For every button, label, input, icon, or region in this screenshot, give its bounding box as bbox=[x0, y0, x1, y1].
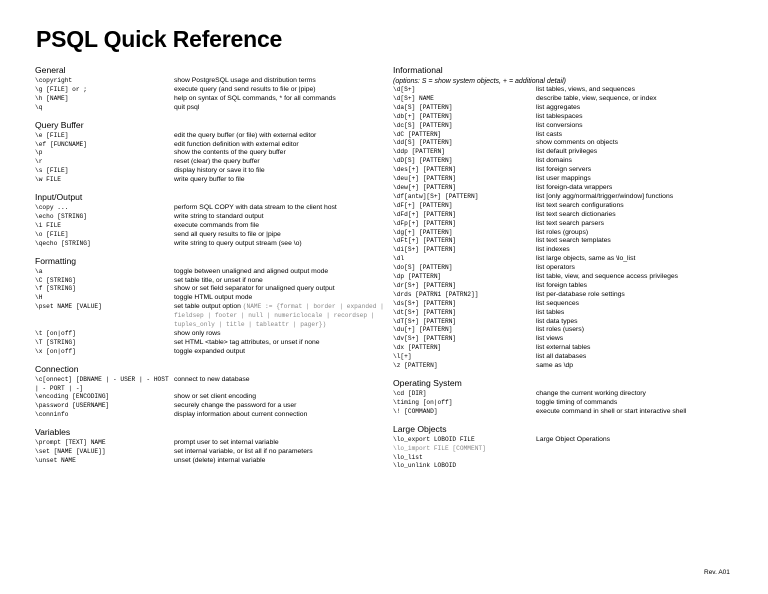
description-text: show or set client encoding bbox=[174, 393, 256, 401]
description-text: write string to standard output bbox=[174, 212, 264, 220]
command-syntax: \r bbox=[35, 158, 43, 166]
left-column bbox=[35, 65, 385, 466]
description-text: send all query results to file or |pipe bbox=[174, 230, 281, 238]
description-text: show PostgreSQL usage and distribution terms bbox=[174, 77, 316, 84]
description-text: list tablespaces bbox=[536, 112, 583, 120]
command-syntax: \! [COMMAND] bbox=[393, 407, 438, 415]
command-row bbox=[35, 339, 385, 348]
command-row bbox=[35, 439, 385, 448]
command-description bbox=[174, 213, 385, 222]
command-row bbox=[35, 268, 385, 277]
section-large-objects bbox=[393, 424, 758, 472]
command-description bbox=[174, 303, 385, 330]
section-note: (options: S = show system objects, + = additional detail) bbox=[393, 78, 566, 85]
command-description bbox=[536, 291, 758, 300]
command-syntax: \dt[S+] [PATTERN] bbox=[393, 308, 457, 316]
command-syntax: \w FILE bbox=[35, 176, 61, 184]
command-syntax: \h [NAME] bbox=[35, 94, 69, 102]
command-row bbox=[393, 318, 758, 327]
command-syntax: \drds [PATRN1 [PATRN2]] bbox=[393, 290, 479, 298]
command-description bbox=[536, 139, 758, 148]
description-text: list text search parsers bbox=[536, 219, 604, 227]
command-description bbox=[174, 457, 385, 466]
description-text: list data types bbox=[536, 317, 578, 325]
command-row bbox=[393, 237, 758, 246]
section-heading: General bbox=[35, 65, 66, 75]
description-text: list views bbox=[536, 335, 564, 343]
command-row bbox=[393, 122, 758, 131]
command-row bbox=[393, 184, 758, 193]
command-description bbox=[536, 462, 758, 471]
description-text: list user mappings bbox=[536, 175, 591, 183]
description-text: list foreign tables bbox=[536, 281, 588, 289]
command-row bbox=[393, 300, 758, 309]
description-text: write query buffer to file bbox=[174, 176, 245, 184]
command-syntax: \di[S+] [PATTERN] bbox=[393, 246, 457, 254]
command-row bbox=[393, 454, 758, 463]
command-syntax: \dFp[+] [PATTERN] bbox=[393, 219, 457, 227]
command-row bbox=[393, 436, 758, 445]
command-syntax: \t [on|off] bbox=[35, 329, 76, 337]
description-text: write string to query output stream (see \o) bbox=[174, 239, 302, 247]
description-text: set table title, or unset if none bbox=[174, 276, 263, 284]
command-row bbox=[35, 294, 385, 303]
command-description bbox=[536, 300, 758, 309]
command-description bbox=[536, 175, 758, 184]
command-syntax: \prompt [TEXT] NAME bbox=[35, 439, 106, 447]
command-syntax: \dT[S+] [PATTERN] bbox=[393, 317, 457, 325]
command-description bbox=[536, 122, 758, 131]
command-row bbox=[393, 264, 758, 273]
command-description bbox=[174, 376, 385, 394]
command-syntax: \dD[S] [PATTERN] bbox=[393, 157, 453, 165]
command-row bbox=[35, 348, 385, 357]
command-syntax: \T [STRING] bbox=[35, 338, 76, 346]
section-heading: Informational bbox=[393, 65, 443, 75]
section-heading: Connection bbox=[35, 363, 79, 374]
command-row bbox=[393, 86, 758, 95]
command-syntax: \dr[S+] [PATTERN] bbox=[393, 281, 457, 289]
description-text: execute query (and send results to file or |pipe) bbox=[174, 85, 316, 93]
command-description bbox=[174, 176, 385, 185]
command-syntax: \C [STRING] bbox=[35, 276, 76, 284]
description-text: show or set field separator for unaligned query output bbox=[174, 285, 335, 293]
command-description bbox=[174, 167, 385, 176]
command-description bbox=[174, 132, 385, 141]
command-syntax: \x [on|off] bbox=[35, 347, 76, 355]
command-description bbox=[174, 339, 385, 348]
description-text: help on syntax of SQL commands, * for all commands bbox=[174, 94, 336, 102]
command-description bbox=[174, 285, 385, 294]
command-syntax: \ddp [PATTERN] bbox=[393, 148, 445, 156]
command-syntax: \db[+] [PATTERN] bbox=[393, 112, 453, 120]
command-row bbox=[393, 362, 758, 371]
description-text: list aggregates bbox=[536, 103, 581, 111]
command-syntax: \d[S+] NAME bbox=[393, 94, 434, 102]
command-row bbox=[393, 273, 758, 282]
command-row bbox=[393, 445, 758, 454]
command-syntax: \password [USERNAME] bbox=[35, 402, 110, 410]
command-syntax: \deu[+] [PATTERN] bbox=[393, 175, 457, 183]
command-description bbox=[536, 211, 758, 220]
command-description bbox=[174, 330, 385, 339]
command-description bbox=[536, 273, 758, 282]
command-syntax: \lo_import FILE [COMMENT] bbox=[393, 444, 486, 452]
command-syntax: \dl bbox=[393, 255, 405, 263]
command-description bbox=[174, 439, 385, 448]
command-syntax: \timing [on|off] bbox=[393, 398, 453, 406]
command-syntax: \l[+] bbox=[393, 353, 412, 361]
command-description bbox=[174, 348, 385, 357]
command-row bbox=[393, 282, 758, 291]
command-row bbox=[393, 95, 758, 104]
section-heading: Variables bbox=[35, 427, 71, 438]
description-text: list text search dictionaries bbox=[536, 210, 616, 218]
command-description bbox=[536, 326, 758, 335]
command-syntax: \lo_list bbox=[393, 453, 423, 461]
command-syntax: \H bbox=[35, 294, 43, 302]
description-text: list roles (users) bbox=[536, 326, 584, 334]
command-row bbox=[35, 141, 385, 150]
command-description bbox=[536, 193, 758, 202]
command-description bbox=[174, 222, 385, 231]
description-text: list [only agg/normal/trigger/window] functions bbox=[536, 192, 674, 200]
command-syntax: \des[+] [PATTERN] bbox=[393, 166, 457, 174]
command-description bbox=[536, 362, 758, 371]
command-syntax: \unset NAME bbox=[35, 457, 76, 464]
description-text: list text search configurations bbox=[536, 201, 624, 209]
command-syntax: \dF[+] [PATTERN] bbox=[393, 201, 453, 209]
command-syntax: \dFd[+] [PATTERN] bbox=[393, 210, 457, 218]
description-text: list text search templates bbox=[536, 237, 611, 245]
description-text: toggle timing of commands bbox=[536, 398, 618, 406]
command-description bbox=[174, 141, 385, 150]
description-text: securely change the password for a user bbox=[174, 402, 297, 410]
command-description bbox=[536, 86, 758, 95]
revision-label: Rev. A01 bbox=[704, 569, 730, 576]
command-row bbox=[35, 285, 385, 294]
command-row bbox=[393, 353, 758, 362]
command-syntax: \lo_export LOBOID FILE bbox=[393, 435, 475, 443]
description-text: show comments on objects bbox=[536, 139, 618, 147]
command-row bbox=[35, 86, 385, 95]
command-row bbox=[35, 158, 385, 167]
description-text: list foreign servers bbox=[536, 166, 592, 174]
command-description bbox=[174, 95, 385, 104]
description-text: list tables bbox=[536, 308, 565, 316]
command-row bbox=[35, 330, 385, 339]
command-syntax: \do[S] [PATTERN] bbox=[393, 264, 453, 272]
command-row bbox=[393, 113, 758, 122]
description-text: set HTML <table> tag attributes, or unset if none bbox=[174, 338, 320, 346]
command-row bbox=[393, 462, 758, 471]
command-syntax: \cd [DIR] bbox=[393, 390, 427, 397]
command-row bbox=[35, 240, 385, 249]
command-row bbox=[35, 411, 385, 420]
command-description bbox=[536, 237, 758, 246]
command-row bbox=[393, 399, 758, 408]
command-description bbox=[536, 220, 758, 229]
command-syntax: \o [FILE] bbox=[35, 230, 69, 238]
command-syntax: \lo_unlink LOBOID bbox=[393, 462, 457, 470]
command-row bbox=[35, 213, 385, 222]
command-row bbox=[35, 402, 385, 411]
description-text: show only rows bbox=[174, 329, 221, 337]
command-description bbox=[174, 158, 385, 167]
option-list: (NAME := {format | border | expanded | fieldsep | footer | null | numericlocale | recordsep | tuples_only | title | tableattr | pager}) bbox=[174, 303, 384, 329]
command-syntax: \conninfo bbox=[35, 411, 69, 419]
description-text: prompt user to set internal variable bbox=[174, 439, 279, 447]
command-syntax: \echo [STRING] bbox=[35, 212, 87, 220]
description-text: list casts bbox=[536, 130, 563, 138]
description-text: unset (delete) internal variable bbox=[174, 457, 266, 464]
command-description bbox=[174, 240, 385, 249]
command-row bbox=[35, 149, 385, 158]
section-heading: Operating System bbox=[393, 378, 462, 388]
description-text: execute command in shell or start interactive shell bbox=[536, 407, 687, 415]
description-text: list tables, views, and sequences bbox=[536, 86, 635, 93]
command-row bbox=[393, 335, 758, 344]
command-syntax: \dv[S+] [PATTERN] bbox=[393, 335, 457, 343]
command-syntax: \ds[S+] [PATTERN] bbox=[393, 299, 457, 307]
command-syntax: \z [PATTERN] bbox=[393, 362, 438, 370]
command-syntax: \dC [PATTERN] bbox=[393, 130, 442, 138]
description-text: set table output option bbox=[174, 303, 241, 311]
command-row bbox=[35, 95, 385, 104]
command-syntax: \copy ... bbox=[35, 204, 69, 212]
description-text: list foreign-data wrappers bbox=[536, 183, 613, 191]
description-text: list sequences bbox=[536, 299, 580, 307]
command-description bbox=[174, 294, 385, 303]
command-syntax: \g [FILE] or ; bbox=[35, 85, 87, 93]
command-description bbox=[536, 390, 758, 399]
section-formatting bbox=[35, 256, 385, 357]
description-text: perform SQL COPY with data stream to the client host bbox=[174, 204, 337, 212]
description-text: list table, view, and sequence access privileges bbox=[536, 273, 679, 281]
command-row bbox=[393, 344, 758, 353]
command-syntax: \dew[+] [PATTERN] bbox=[393, 183, 457, 191]
description-text: list per-database role settings bbox=[536, 290, 625, 298]
command-row bbox=[393, 139, 758, 148]
command-syntax: \qecho [STRING] bbox=[35, 239, 91, 247]
command-row bbox=[35, 132, 385, 141]
description-text: list all databases bbox=[536, 353, 587, 361]
command-description bbox=[536, 113, 758, 122]
command-description bbox=[174, 231, 385, 240]
description-text: show the contents of the query buffer bbox=[174, 149, 286, 157]
description-text: list large objects, same as \lo_list bbox=[536, 255, 636, 263]
command-row bbox=[393, 131, 758, 140]
command-row bbox=[35, 277, 385, 286]
command-row bbox=[393, 220, 758, 229]
description-text: list domains bbox=[536, 157, 572, 165]
description-text: quit psql bbox=[174, 103, 200, 111]
description-text: toggle between unaligned and aligned output mode bbox=[174, 267, 329, 275]
command-description bbox=[174, 86, 385, 95]
command-description bbox=[174, 204, 385, 213]
section-input-output bbox=[35, 192, 385, 249]
command-row bbox=[393, 390, 758, 399]
command-row bbox=[35, 204, 385, 213]
command-description bbox=[174, 402, 385, 411]
command-row bbox=[35, 167, 385, 176]
command-row bbox=[35, 77, 385, 86]
description-text: same as \dp bbox=[536, 362, 574, 370]
section-query-buffer bbox=[35, 120, 385, 185]
command-row bbox=[35, 222, 385, 231]
command-description bbox=[174, 104, 385, 113]
command-row bbox=[35, 457, 385, 466]
command-syntax: \e [FILE] bbox=[35, 131, 69, 139]
command-description bbox=[536, 344, 758, 353]
section-variables bbox=[35, 427, 385, 466]
command-syntax: \df[antw][S+] [PATTERN] bbox=[393, 192, 479, 200]
command-row bbox=[393, 175, 758, 184]
command-description bbox=[174, 149, 385, 158]
command-row bbox=[35, 376, 385, 394]
command-row bbox=[393, 166, 758, 175]
command-description bbox=[536, 399, 758, 408]
command-description bbox=[536, 335, 758, 344]
command-row bbox=[35, 176, 385, 185]
command-description bbox=[174, 268, 385, 277]
command-row bbox=[393, 193, 758, 202]
description-text: Large Object Operations bbox=[536, 435, 611, 443]
description-text: list indexes bbox=[536, 246, 570, 254]
command-row bbox=[393, 148, 758, 157]
section-connection bbox=[35, 364, 385, 421]
command-description bbox=[536, 148, 758, 157]
description-text: list external tables bbox=[536, 344, 591, 352]
command-description bbox=[536, 445, 758, 454]
command-description bbox=[174, 411, 385, 420]
command-description bbox=[536, 309, 758, 318]
section-heading: Query Buffer bbox=[35, 119, 84, 130]
command-row bbox=[393, 291, 758, 300]
command-syntax: \da[S] [PATTERN] bbox=[393, 103, 453, 111]
page-title: PSQL Quick Reference bbox=[36, 26, 283, 52]
description-text: connect to new database bbox=[174, 375, 250, 383]
command-syntax: \a bbox=[35, 267, 43, 275]
command-description bbox=[536, 353, 758, 362]
command-syntax: \encoding [ENCODING] bbox=[35, 393, 110, 401]
description-text: execute commands from file bbox=[174, 221, 259, 229]
command-description bbox=[536, 246, 758, 255]
description-text: list roles (groups) bbox=[536, 228, 589, 236]
command-description bbox=[536, 318, 758, 327]
description-text: display information about current connection bbox=[174, 411, 308, 419]
command-description bbox=[174, 277, 385, 286]
command-description bbox=[174, 77, 385, 86]
command-syntax: \c[onnect] [DBNAME | - USER | - HOST | - PORT | -] bbox=[35, 375, 173, 392]
command-description bbox=[536, 202, 758, 211]
command-syntax: \s [FILE] bbox=[35, 167, 69, 175]
command-description bbox=[536, 454, 758, 463]
command-row bbox=[35, 448, 385, 457]
command-syntax: \pset NAME [VALUE] bbox=[35, 303, 102, 311]
command-syntax: \du[+] [PATTERN] bbox=[393, 326, 453, 334]
section-general bbox=[35, 65, 385, 113]
description-text: reset (clear) the query buffer bbox=[174, 158, 260, 166]
command-description bbox=[536, 255, 758, 264]
command-row bbox=[393, 326, 758, 335]
command-syntax: \ef [FUNCNAME] bbox=[35, 140, 87, 148]
command-syntax: \q bbox=[35, 103, 43, 111]
description-text: list conversions bbox=[536, 121, 583, 129]
command-row bbox=[35, 393, 385, 402]
description-text: list default privileges bbox=[536, 148, 598, 156]
description-text: set internal variable, or list all if no parameters bbox=[174, 448, 313, 456]
command-description bbox=[536, 104, 758, 113]
command-row bbox=[35, 104, 385, 113]
command-description bbox=[536, 436, 758, 445]
command-syntax: \dd[S] [PATTERN] bbox=[393, 139, 453, 147]
command-row bbox=[35, 231, 385, 240]
section-operating-system bbox=[393, 378, 758, 417]
command-description bbox=[536, 184, 758, 193]
command-syntax: \dg[+] [PATTERN] bbox=[393, 228, 453, 236]
description-text: describe table, view, sequence, or index bbox=[536, 94, 657, 102]
command-syntax: \set [NAME [VALUE]] bbox=[35, 448, 106, 456]
command-syntax: \dp [PATTERN] bbox=[393, 273, 442, 281]
command-syntax: \copyright bbox=[35, 77, 73, 84]
command-description bbox=[536, 157, 758, 166]
section-heading: Large Objects bbox=[393, 423, 447, 434]
description-text: toggle expanded output bbox=[174, 347, 246, 355]
command-syntax: \f [STRING] bbox=[35, 285, 76, 293]
command-syntax: \p bbox=[35, 149, 43, 157]
section-heading: Input/Output bbox=[35, 192, 83, 203]
command-row bbox=[393, 202, 758, 211]
command-description bbox=[536, 131, 758, 140]
command-row bbox=[393, 157, 758, 166]
command-syntax: \dFt[+] [PATTERN] bbox=[393, 237, 457, 245]
command-description bbox=[536, 95, 758, 104]
command-row bbox=[393, 309, 758, 318]
command-description bbox=[536, 282, 758, 291]
command-description bbox=[536, 408, 758, 417]
command-description bbox=[536, 264, 758, 273]
command-syntax: \d[S+] bbox=[393, 86, 416, 93]
command-description bbox=[536, 166, 758, 175]
command-row bbox=[393, 255, 758, 264]
right-column bbox=[393, 65, 758, 471]
command-row bbox=[35, 303, 385, 330]
description-text: edit function definition with external editor bbox=[174, 140, 299, 148]
command-syntax: \dc[S] [PATTERN] bbox=[393, 121, 453, 129]
command-description bbox=[174, 393, 385, 402]
command-row bbox=[393, 229, 758, 238]
description-text: display history or save it to file bbox=[174, 167, 265, 175]
command-row bbox=[393, 104, 758, 113]
command-syntax: \dx [PATTERN] bbox=[393, 344, 442, 352]
command-row bbox=[393, 211, 758, 220]
section-informational bbox=[393, 65, 758, 371]
section-heading: Formatting bbox=[35, 255, 77, 266]
command-row bbox=[393, 246, 758, 255]
command-syntax: \i FILE bbox=[35, 221, 61, 229]
description-text: change the current working directory bbox=[536, 390, 646, 397]
command-description bbox=[536, 229, 758, 238]
description-text: toggle HTML output mode bbox=[174, 294, 253, 302]
description-text: list operators bbox=[536, 264, 575, 272]
description-text: edit the query buffer (or file) with external editor bbox=[174, 131, 317, 139]
command-description bbox=[174, 448, 385, 457]
command-row bbox=[393, 408, 758, 417]
